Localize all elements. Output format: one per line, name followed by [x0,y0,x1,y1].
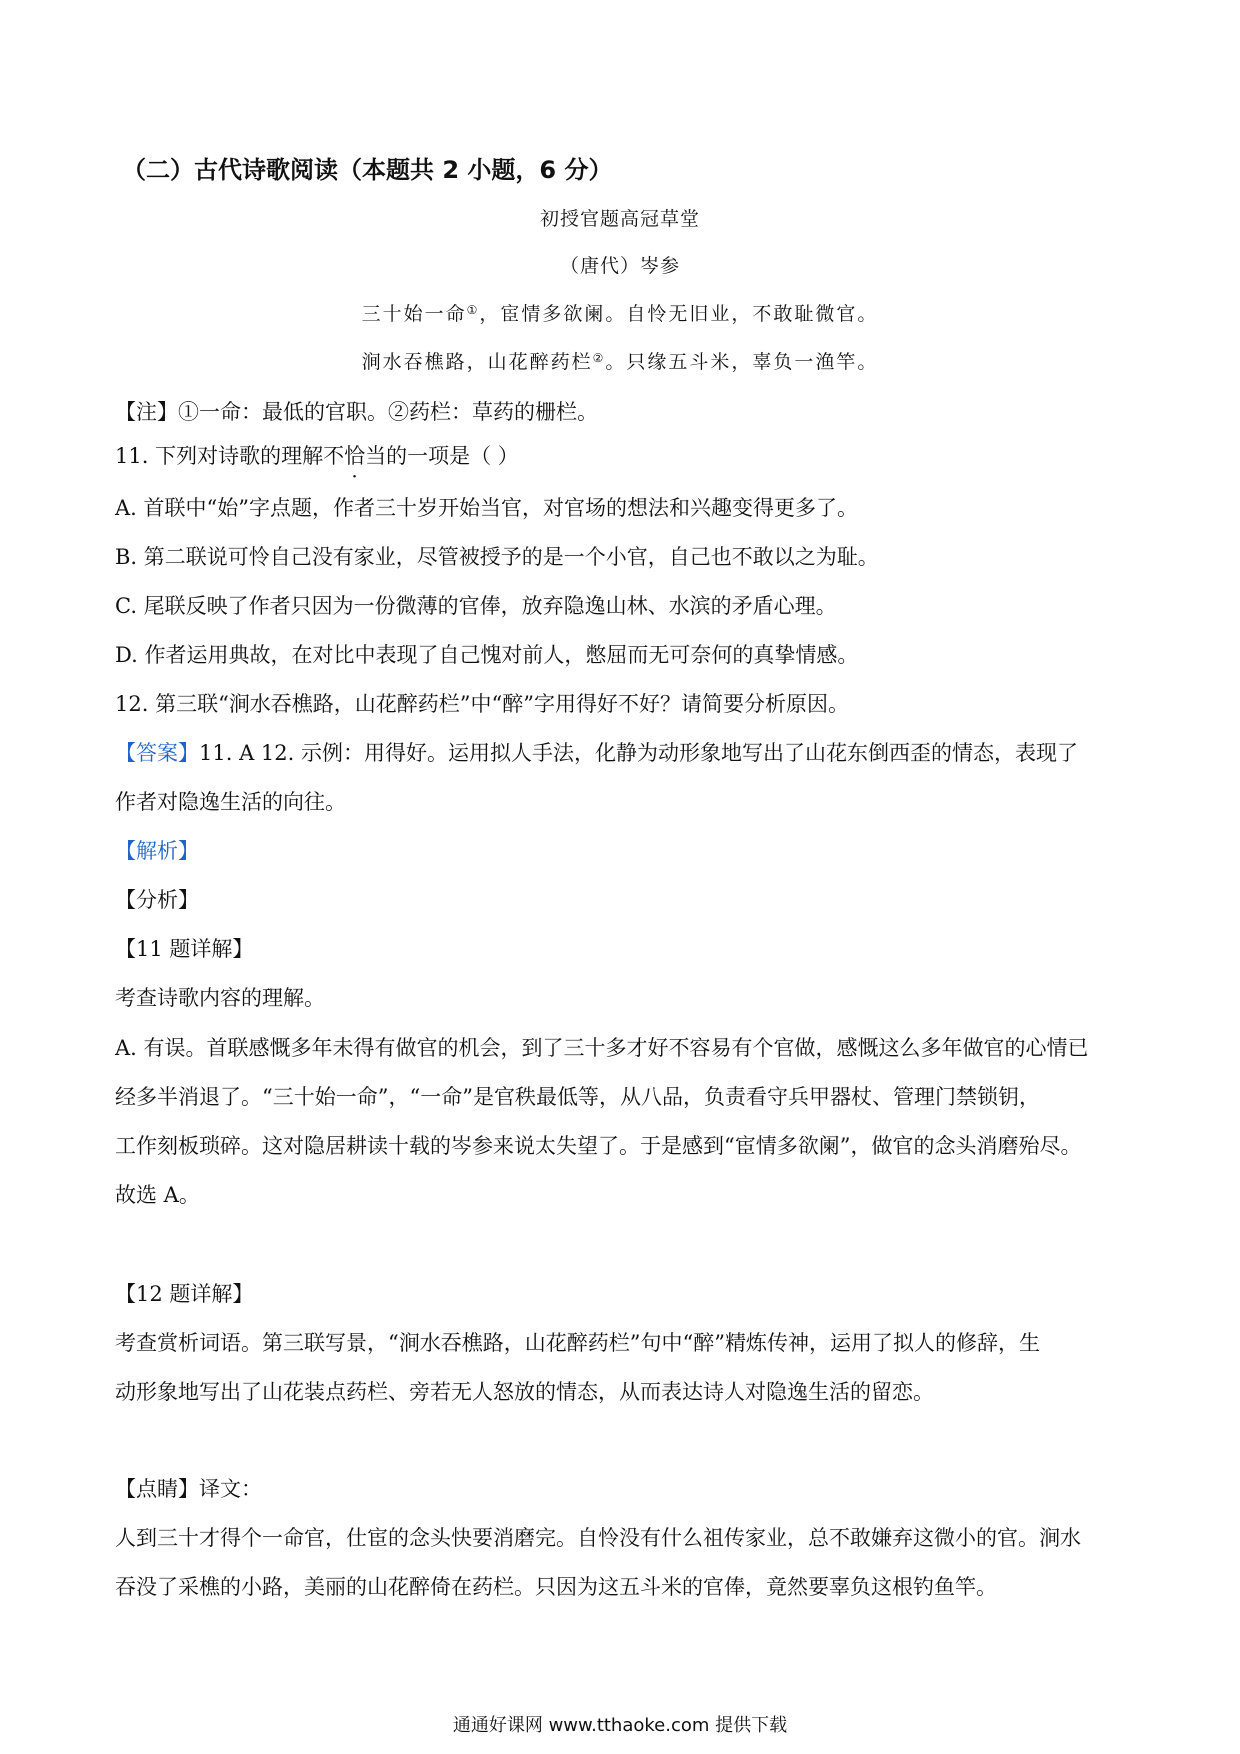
footnote-marker-2: ② [592,351,606,365]
answer-line-1 [115,739,1078,767]
poem-line-1-b: ，宦情多欲阑。自怜无旧业，不敢耻微官。 [479,303,879,325]
q11-option-a: A. 首联中“始”字点题，作者三十岁开始当官，对官场的想法和兴趣变得更多了。 [115,496,858,520]
translation-line: 吞没了采樵的小路，美丽的山花醉倚在药栏。只因为这五斗米的官俸，竟然要辜负这根钓鱼竿。 [115,1575,997,1599]
q11-detail-line: 工作刻板琐碎。这对隐居耕读十载的岑参来说太失望了。于是感到“宦情多欲阑”，做官的念头消磨殆尽。 [115,1134,1082,1158]
poem-author: （唐代）岑参 [559,255,680,277]
q11-detail-line: A. 有误。首联感慨多年未得有做官的机会，到了三十多才好不容易有个官做，感慨这么多年做官的心情已 [115,1036,1089,1060]
poem-line-1-a: 三十始一命 [361,303,467,325]
q11-option-c: C. 尾联反映了作者只因为一份微薄的官俸，放弃隐逸山林、水滨的矛盾心理。 [115,594,837,618]
q12-detail-label: 【12 题详解】 [115,1282,254,1306]
q11-stem-emphasis: 不恰当 [323,444,387,468]
question-11-stem [115,442,519,470]
question-12-stem: 12. 第三联“涧水吞樵路，山花醉药栏”中“醉”字用得好不好？请简要分析原因。 [115,692,850,716]
q11-detail-label: 【11 题详解】 [115,937,254,961]
footer-watermark: 通通好课网 www.tthaoke.com 提供下载 [452,1715,788,1736]
q11-detail-line: 故选 A。 [115,1183,200,1207]
poem-title: 初授官题高冠草堂 [539,208,700,230]
answer-text-1: 11. A 12. 示例：用得好。运用拟人手法，化静为动形象地写出了山花东倒西歪的情态，表现了 [199,741,1078,765]
q11-option-b: B. 第二联说可怜自己没有家业，尽管被授予的是一个小官，自己也不敢以之为耻。 [115,545,879,569]
poem-line-2-a: 涧水吞樵路，山花醉药栏 [361,351,593,373]
q11-stem-a: 11. 下列对诗歌的理解 [115,444,324,468]
dianjing-label: 【点睛】译文： [115,1477,262,1501]
section-title: （二）古代诗歌阅读（本题共 2 小题，6 分） [122,156,613,184]
footnote-marker-1: ① [466,303,480,317]
q11-option-d: D. 作者运用典故，在对比中表现了自己愧对前人，憋屈而无可奈何的真挚情感。 [115,643,859,667]
poem-line-2 [0,348,1240,376]
answer-line-2: 作者对隐逸生活的向往。 [115,790,346,814]
poem-note: 【注】①一命：最低的官职。②药栏：草药的栅栏。 [115,400,598,424]
poem-line-1 [0,300,1240,328]
translation-line: 人到三十才得个一命官，仕宦的念头快要消磨完。自怜没有什么祖传家业，总不敢嫌弃这微小的官。涧水 [115,1526,1081,1550]
analysis-label: 【解析】 [115,839,199,863]
fenxi-label: 【分析】 [115,888,199,912]
answer-label: 【答案】 [115,741,199,765]
q12-detail-line: 考查赏析词语。第三联写景，“涧水吞樵路，山花醉药栏”句中“醉”精炼传神，运用了拟人的修辞，生 [115,1331,1040,1355]
q11-stem-b: 的一项是（ ） [386,444,519,468]
q12-detail-line: 动形象地写出了山花装点药栏、旁若无人怒放的情态，从而表达诗人对隐逸生活的留恋。 [115,1380,934,1404]
q11-detail-line: 经多半消退了。“三十始一命”，“一命”是官秩最低等，从八品，负责看守兵甲器杖、管理门禁锁钥， [115,1085,1040,1109]
poem-line-2-b: 。只缘五斗米，辜负一渔竿。 [605,351,879,373]
q11-detail-line: 考查诗歌内容的理解。 [115,986,325,1010]
